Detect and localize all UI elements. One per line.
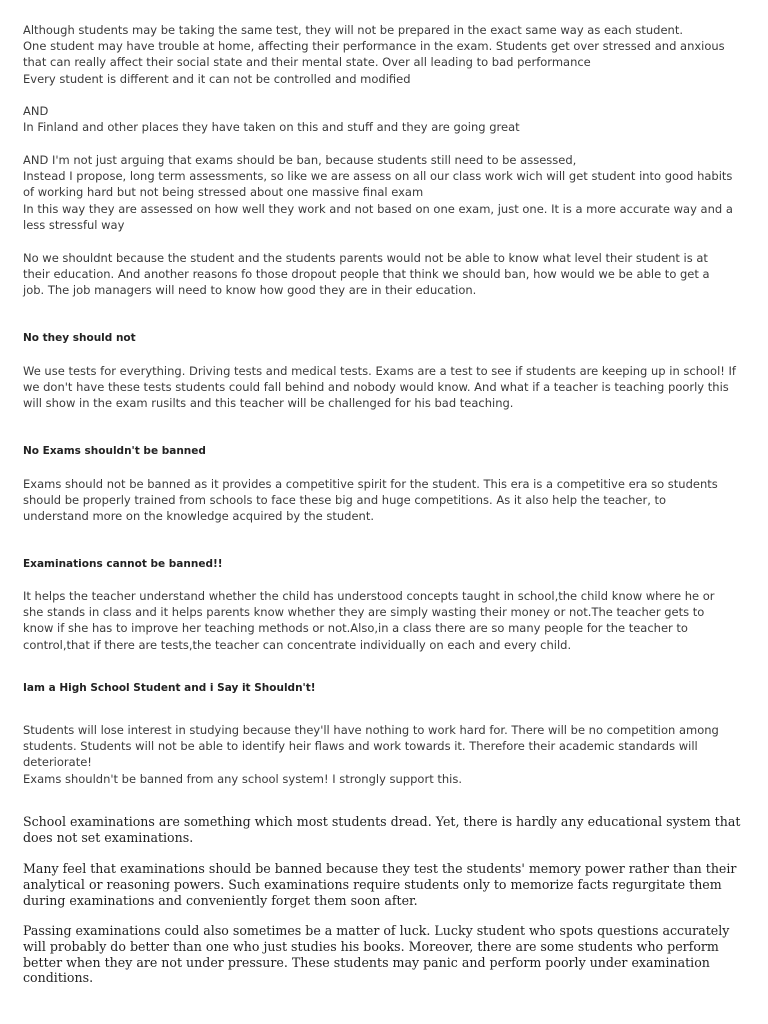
text-line: control,that if there are tests,the teacher can concentrate individually on each and every child. [23, 637, 572, 652]
text-line: during examinations and conveniently forget them soon after. [23, 892, 418, 908]
text-line: Many feel that examinations should be banned because they test the students' memory power rather than their [23, 861, 737, 876]
text-line: In this way they are assessed on how well they work and not based on one exam, just one. It is a more accurate way and a [23, 201, 733, 216]
paragraph-competitive-spirit [23, 476, 743, 525]
text-line: she stands in class and it helps parents know whether they are simply wasting their money or not.The teacher gets to [23, 605, 705, 620]
text-line: deteriorate! [23, 755, 92, 770]
text-line: job. The job managers will need to know how good they are in their education. [23, 283, 477, 298]
text-line: In Finland and other places they have taken on this and stuff and they are going great [23, 120, 520, 135]
text-line: will show in the exam rusilts and this teacher will be challenged for his bad teaching. [23, 396, 514, 411]
text-line: less stressful way [23, 217, 125, 232]
paragraph-exam-preparation [23, 22, 743, 87]
text-line: We use tests for everything. Driving tests and medical tests. Exams are a test to see if students are keeping up in school! If [23, 364, 736, 378]
heading-examinations-cannot-be-banned: Examinations cannot be banned!! [23, 558, 223, 570]
paragraph-memory-power [23, 861, 743, 908]
text-line: should be properly trained from schools to face these big and huge competitions. As it also help the teacher, to [23, 493, 667, 508]
text-line: students. Students will not be able to identify heir flaws and work towards it. Therefore their academic standards will [23, 739, 698, 754]
text-line: analytical or reasoning powers. Such examinations require students only to memorize facts regurgitate them [23, 876, 722, 892]
text-line: that can really affect their social state and their mental state. Over all leading to bad performance [23, 55, 591, 70]
text-line: conditions. [23, 970, 94, 986]
text-line: AND I'm not just arguing that exams should be ban, because students still need to be assessed, [23, 153, 577, 167]
text-line: their education. And another reasons fo those dropout people that think we should ban, how would we be able to get a [23, 267, 710, 282]
heading-no-they-should-not: No they should not [23, 332, 136, 344]
heading-high-school-student: Iam a High School Student and i Say it Shouldn't! [23, 682, 316, 694]
text-line: School examinations are something which most students dread. Yet, there is hardly any educational system that [23, 814, 741, 829]
text-line: Students will lose interest in studying because they'll have nothing to work hard for. There will be no competition among [23, 723, 719, 737]
text-line: of working hard but not being stressed about one massive final exam [23, 185, 424, 200]
paragraph-matter-of-luck [23, 923, 743, 986]
text-line: know if she has to improve her teaching methods or not.Also,in a class there are so many people for the teacher to [23, 621, 688, 636]
text-line: Instead I propose, long term assessments, so like we are assess on all our class work wich will get student into good habits [23, 169, 733, 184]
text-line: It helps the teacher understand whether the child has understood concepts taught in school,the child know where he or [23, 589, 715, 603]
paragraph-tests-for-everything [23, 363, 743, 412]
paragraph-students-dread [23, 814, 743, 846]
text-line: One student may have trouble at home, affecting their performance in the exam. Students get over stressed and anxious [23, 39, 725, 54]
text-line: does not set examinations. [23, 829, 194, 845]
text-line: better when they are not under pressure. These students may panic and perform poorly under examination [23, 954, 710, 970]
text-line: Exams should not be banned as it provides a competitive spirit for the student. This era is a competitive era so students [23, 477, 718, 491]
paragraph-lose-interest [23, 722, 743, 787]
text-line: will probably do better than one who just studies his books. Moreover, there are some students who perform [23, 938, 719, 954]
text-line: understand more on the knowledge acquired by the student. [23, 509, 374, 524]
text-line: Although students may be taking the same test, they will not be prepared in the exact same way as each student. [23, 23, 683, 37]
paragraph-helps-teacher [23, 588, 743, 653]
paragraph-long-term-assessments [23, 152, 743, 233]
text-line: No we shouldnt because the student and the students parents would not be able to know what level their student is at [23, 251, 708, 265]
text-line: Passing examinations could also sometimes be a matter of luck. Lucky student who spots questions accurately [23, 923, 730, 938]
text-line: AND [23, 104, 49, 118]
text-line: we don't have these tests students could fall behind and nobody would know. And what if a teacher is teaching poorly this [23, 380, 729, 395]
heading-no-exams-shouldnt-be-banned: No Exams shouldn't be banned [23, 445, 206, 457]
paragraph-finland [23, 103, 743, 135]
paragraph-parents-know [23, 250, 743, 299]
text-line: Every student is different and it can not be controlled and modified [23, 71, 411, 86]
text-line: Exams shouldn't be banned from any school system! I strongly support this. [23, 771, 462, 786]
